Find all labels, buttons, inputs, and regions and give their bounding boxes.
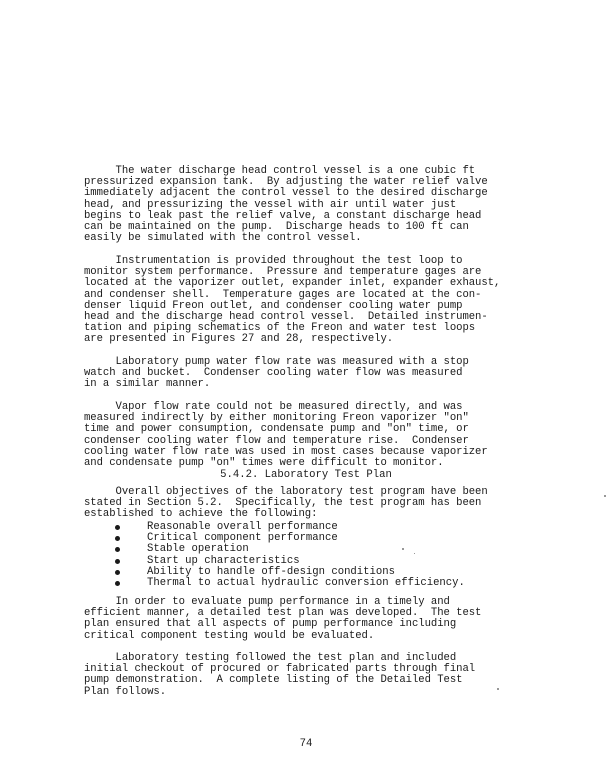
page-number: 74 bbox=[299, 738, 313, 750]
scan-speck bbox=[497, 688, 499, 690]
bullet-icon bbox=[115, 547, 120, 552]
scan-speck bbox=[402, 548, 404, 550]
list-item-text: Reasonable overall performance bbox=[147, 521, 338, 533]
bullet-icon bbox=[115, 536, 120, 541]
list-item-text: Critical component performance bbox=[147, 532, 338, 545]
paragraph-laboratory-testing: Laboratory testing followed the test plan and included initial checkout of procured or fabricated parts through final pump demonstration. A complete listing of the Detailed Test Plan follows. bbox=[84, 652, 476, 698]
scan-speck bbox=[414, 553, 415, 554]
bullet-icon bbox=[115, 570, 120, 575]
bullet-icon bbox=[115, 559, 120, 564]
list-item-text: Thermal to actual hydraulic conversion efficiency. bbox=[147, 576, 465, 589]
paragraph-test-plan: In order to evaluate pump performance in a timely and efficient manner, a detailed test plan was developed. The test plan ensured that all aspects of pump performance including critical component testing would be evaluated. bbox=[84, 596, 482, 642]
list-item-text: Ability to handle off-design conditions bbox=[147, 565, 395, 578]
section-heading: 5.4.2. Laboratory Test Plan bbox=[220, 469, 392, 481]
paragraph-pump-water-flow: Laboratory pump water flow rate was measured with a stop watch and bucket. Condenser cooling water flow was measured in a similar manner. bbox=[84, 356, 469, 391]
objectives-list bbox=[112, 522, 465, 589]
bullet-icon bbox=[115, 581, 120, 586]
paragraph-discharge-head-vessel: The water discharge head control vessel is a one cubic ft pressurized expansion tank. By adjusting the water relief valve immediately adjacent the control vessel to the desired discharge head, and pressurizing the vessel with air until water just begins to leak past the relief valve, a constant discharge head can be maintained on the pump. Discharge heads to 100 ft can easily be simulated with the control vessel. bbox=[84, 165, 488, 245]
list-item-text: Stable operation bbox=[147, 543, 249, 556]
list-item-text: Start up characteristics bbox=[147, 554, 300, 567]
scan-speck bbox=[604, 495, 606, 497]
list-item bbox=[112, 578, 465, 589]
paragraph-objectives-intro: Overall objectives of the laboratory test program have been stated in Section 5.2. Specifically, the test program has been established to achieve the following: bbox=[84, 486, 488, 521]
bullet-icon bbox=[115, 525, 120, 530]
paragraph-instrumentation: Instrumentation is provided throughout the test loop to monitor system performance. Pressure and temperature gages are located at the vaporizer outlet, expander inlet, expander exhaust, and condenser shell. Temperature gages are located at the con- denser liquid Freon outlet, and condenser cooling water pump head and the discharge head control vessel. Detailed instrumen- tation and piping schematics of the Freon and water test loops are presented in Figures 27 and 28, respectively. bbox=[84, 255, 501, 346]
paragraph-vapor-flow-rate: Vapor flow rate could not be measured directly, and was measured indirectly by either monitoring Freon vaporizer "on" time and power consumption, condensate pump and "on" time, or condenser cooling water flow and temperature rise. Condenser cooling water flow rate was used in most cases because vaporizer and condensate pump "on" times were difficult to monitor. bbox=[84, 401, 488, 470]
